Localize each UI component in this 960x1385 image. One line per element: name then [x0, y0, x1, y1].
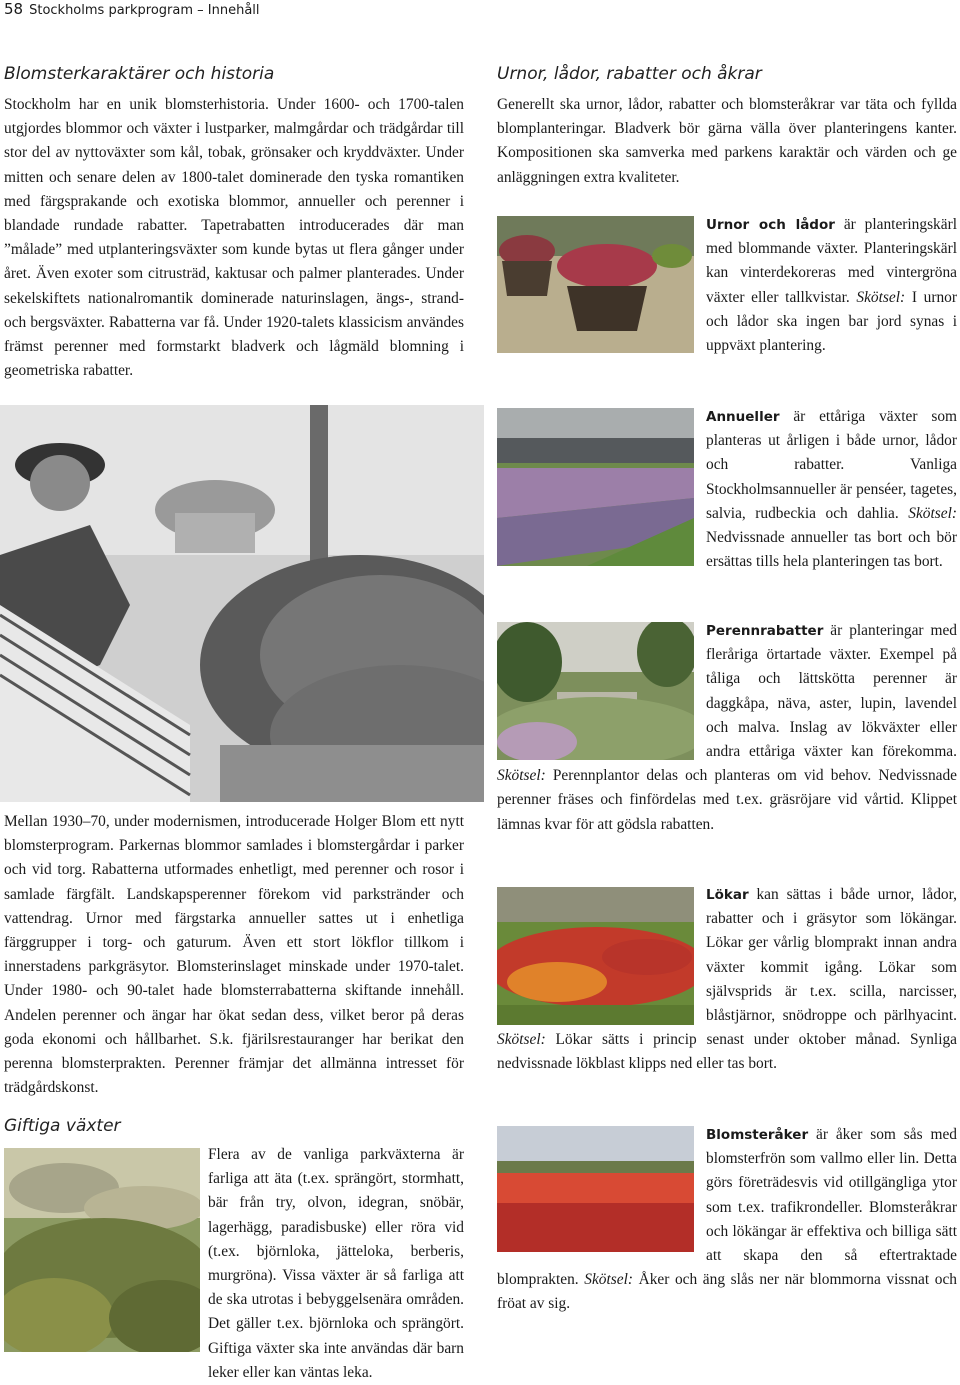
running-title: Stockholms parkprogram – Innehåll [29, 3, 260, 18]
history-paragraph: Stockholm har en unik blomsterhistoria. Under 1600- och 1700-talen utgjordes blommor och växter i lustparker, malmgårdar och trädgårdar till stor del av nyttoväxter som kål, tobak, grönsaker och kryddväxter. Under mitten och senare delen av 1800-talet dominerade den tyska romantiken med färgsprakande och exotiska blommor, annueller och perenner i blandade rundade rabatter. Tapetrabatten introducerades där man ”målade” med utplanteringsväxter som kunde bytas ut flera gånger under året. Även exoter som citrusträd, kaktusar och palmer planterades. Under sekelskiftets nationalromantik dominerade naturinslagen, ängs-, strand- och bergsväxter. Rabatterna var få. Under 1920-talets klassicism användes främst perenner med formstarkt bladverk och lågmäld blomning i geometriska rabatter. [4, 96, 464, 380]
toxic-heading: Giftiga växter [4, 1116, 121, 1136]
flower-field-text-cont: den så eftertraktade blomprakten. [497, 1247, 957, 1289]
history-heading: Blomsterkaraktärer och historia [4, 64, 275, 84]
annuals-care-text: Nedvissnade annueller tas bort och bör ersättas tills hela planteringen tas bort. [706, 529, 957, 571]
urns-care-label: Skötsel: [856, 288, 906, 306]
bulbs-care-label: Skötsel: [497, 1031, 546, 1049]
flower-field-care-label: Skötsel: [584, 1271, 633, 1289]
annuals-block [497, 405, 957, 575]
toxic-paragraph [4, 1143, 464, 1385]
flower-field-text: är åker som sås med blomsterfrön som vallmo eller lin. Detta görs företrädesvis vid otillgängliga ytor som t.ex. trafikrondeller. Blomsteråkrar och lökängar är effektiva och billiga sätt att skapa [706, 1126, 957, 1265]
urns-care-text: I urnor och lådor ska ingen bar jord synas i uppväxt plantering. [706, 288, 957, 355]
urns-term: Urnor och lådor [706, 217, 835, 233]
perennials-care-text: Perennplantor delas och planteras om vid behov. Nedvissnade perenner fräses och finfördelas med t.ex. gräsröjare vid vårtid. Klippet lämnas kvar för att gödsla rabatten. [497, 767, 957, 833]
urns-heading: Urnor, lådor, rabatter och åkrar [497, 64, 762, 84]
modernism-paragraph: Mellan 1930–70, under modernismen, introducerade Holger Blom ett nytt blomsterprogram. Parkernas blommor samlades i blomstergårdar i parker och vid torg. Rabatterna utformades enhetligt, med perenner och rosor i samlade färgfält. Landskapsperenner förekom vid parkstränder och vattendrag. Urnor med färgstarka annueller sattes ut i enhetliga färggrupper i torg- och gaturum. Även ett stort lökflor tillkom i innerstadens parkgräsytor. Blomsterinslaget minskade under 1970-talet. Under 1980- och 90-talet hade blomsterrabatterna skiftande innehåll. Andelen perenner och ängar har ökat sedan dess, vilket beror på deras goda ekonomi och hållbarhet. S.k. fjärilsrestauranger har berikat den perenna blomsterprakten. Perenner främjar det allmänna intresset för trädgårdskonst. [4, 813, 464, 1097]
bulbs-care-text: Lökar sätts i princip senast under oktober månad. Synliga nedvissnade lökblast klipps ned eller tas bort. [497, 1031, 957, 1073]
bulbs-text-cont: snödroppe och pärlhyacint. [782, 1007, 957, 1025]
page-number: 58 [4, 0, 24, 18]
flower-field-care-text: Åker och äng slås ner när blommorna vissnat och fröat av sig. [497, 1271, 957, 1313]
bulbs-term: Lökar [706, 887, 749, 903]
perennials-care-label: Skötsel: [497, 767, 546, 785]
annuals-text: är ettåriga växter som planteras ut årligen i både urnor, lådor och rabatter. Vanliga Stockholmsannueller är penséer, tagetes, salvia, rudbeckia och dahlia. [706, 408, 957, 522]
page-header [4, 0, 260, 18]
perennials-term: Perennrabatter [706, 623, 824, 639]
annuals-care-label: Skötsel: [908, 504, 957, 522]
urns-block [497, 213, 957, 358]
perennials-block [497, 619, 957, 837]
flower-field-block [497, 1123, 957, 1317]
perennials-text-cont: kan förekomma. [851, 743, 957, 761]
urns-text: är planteringskärl med blommande växter. Planteringskärl kan vinterdekoreras med vintergröna växter eller tallkvistar. [706, 216, 957, 306]
urns-intro: Generellt ska urnor, lådor, rabatter och blomsteråkrar var täta och fyllda blomplanteringar. Bladverk bör gärna välla över planteringens kanter. Kompositionen ska samverka med parkens karaktär och värden och ge anläggningen extra kvaliteter. [497, 96, 957, 186]
bulbs-text: kan sättas i både urnor, lådor, rabatter och i gräsytor som lökängar. Lökar ger vårlig blomprakt innan andra växter kommit igång. Lökar som självsprids är t.ex. scilla, narcisser, blåstjärnor, [706, 886, 957, 1025]
annuals-term: Annueller [706, 409, 780, 425]
bulbs-block [497, 883, 957, 1077]
toxic-text: Flera av de vanliga parkväxterna är farliga att äta (t.ex. sprängört, stormhatt, bär från try, olvon, idegran, snöbär, lagerhägg, paradisbuske) eller röra vid (t.ex. björnloka, jätteloka, berberis, murgröna). Vissa växter är så farliga att de ska utrotas i bebyggelsenära områden. Det gäller t.ex. björnloka och sprängört. Giftiga växter ska inte användas där barn leker eller kan väntas leka. [208, 1146, 464, 1381]
perennials-text: är planteringar med fleråriga örtartade växter. Exempel på tåliga och lättskötta perenner är daggkåpa, näva, aster, lupin, lavendel och malva. Inslag av lökväxter eller andra ettåriga växter [706, 622, 957, 761]
man-on-bench-photo [0, 405, 484, 802]
flower-field-term: Blomsteråker [706, 1127, 809, 1143]
